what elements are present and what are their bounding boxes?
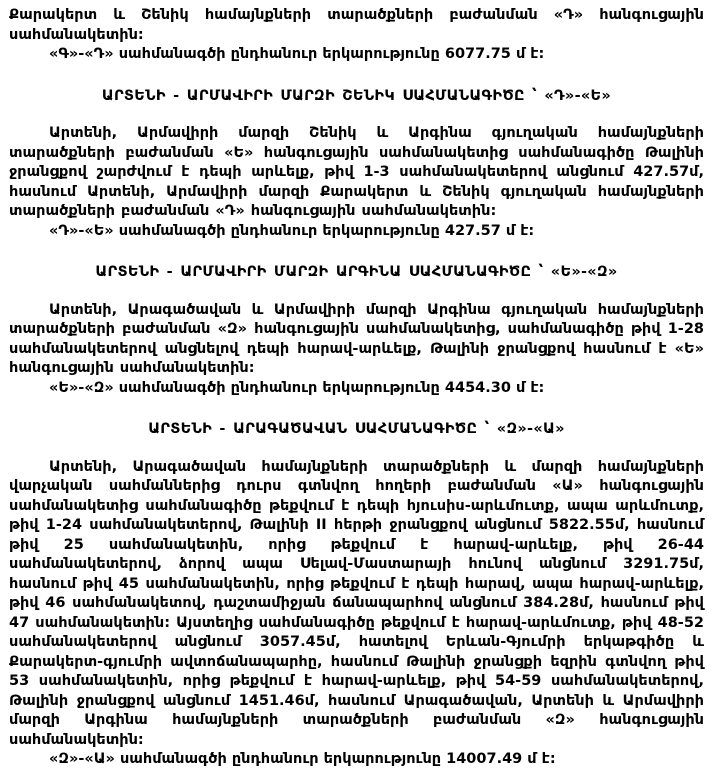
heading-aragatsavan-boundary: ԱՐՏԵՆԻ - ԱՐԱԳԱԾԱՎԱՆ ՍԱՀՄԱՆԱԳԻԾԸ ՝ «Զ»-«Ա» <box>148 421 565 437</box>
paragraph-aragatsavan-boundary: Արտենի, Արագածավան համայնքների տարածքների և մարզի համայնքների վարչական սահմաններից դուրս գտնվող հողերի բաժանման «Ա» հանգուցային սահմանակետից սահմանագիծը թեքվում է դեպի հյուսիս-արևմուտք, ապա արևմուտք, թիվ 1-24 սահմանակետերով, Թալինի II հերթի ջրանցքով անցնում 5822.55մ, հասնում թիվ 25 սահմանակետին, որից թեքվում է հարավ-արևելք, թիվ 26-44 սահմանակետերով, ձորով ապա Սելավ-Մաստարայի հունով անցնում 3291.75մ, հասնում թիվ 45 սահմանակետին, որից թեքվում է դեպի հարավ, ապա հարավ-արևելք, թիվ 46 սահմանակետով, դաշտամիջյան ճանապարհով անցնում 384.28մ, հասնում թիվ 47 սահմանակետին: Այստեղից սահմանագիծը թեքվում է հարավ-արևմուտք, թիվ 48-52 սահմանակետերով անցնում 3057.45մ, հատելով Երևան-Գյումրի երկաթգիծը և Քարակերտ-գյումրի ավտոճանապարհը, հասնում Թալինի ջրանցքի եզրին գտնվող թիվ 53 սահմանակետին, որից թեքվում է հարավ-արևելք, թիվ 54-59 սահմանակետերով, Թալինի ջրանցքով անցնում 1451.46մ, հասնում Արագածավան, Արտենի և Արմավիրի մարզի Արգինա համայնքների տարածքների բաժանման «Զ» հանգուցային սահմանակետին: <box>9 458 704 748</box>
summary-e-z-length: «Ե»-«Զ» սահմանագծի ընդհանուր երկարությունը 4454.30 մ է: <box>49 379 545 396</box>
summary-g-d-length: «Գ»-«Դ» սահմանագծի ընդհանուր երկարությունը 6077.75 մ է: <box>49 46 545 62</box>
paragraph-shenik-boundary: Արտենի, Արմավիրի մարզի Շենիկ և Արգինա գյուղական համայնքների տարածքների բաժանման «Ե» հանգուցային սահմանակետից սահմանագիծը Թալինի ջրանցքով շարժվում է դեպի արևելք, թիվ 1-3 սահմանակետերով անցնում 427.57մ, հասնում Արտենի, Արմավիրի մարզի Քարակերտ և Շենիկ գյուղական համայնքների տարածքների բաժանման «Դ» հանգուցային սահմանակետին: <box>9 125 704 219</box>
heading-argina-boundary: ԱՐՏԵՆԻ - ԱՐՄԱՎԻՐԻ ՄԱՐԶԻ ԱՐԳԻՆԱ ՍԱՀՄԱՆԱԳԻԾԸ ՝ «Ե»-«Զ» <box>95 264 618 280</box>
paragraph-argina-boundary: Արտենի, Արագածավան և Արմավիրի մարզի Արգինա գյուղական համայնքների տարածքների բաժանման «Զ» հանգուցային սահմանակետից, սահմանագիծը թիվ 1-28 սահմանակետերով անցնելով դեպի հարավ-արևելք, Թալինի ջրանցքով հասնում է «Ե» հանգուցային սահմանակետին: <box>9 301 704 376</box>
summary-d-e-length: «Դ»-«Ե» սահմանագծի ընդհանուր երկարությունը 427.57 մ է: <box>49 222 535 239</box>
summary-z-a-length: «Զ»-«Ա» սահմանագծի ընդհանուր երկարությունը 14007.49 մ է: <box>49 751 556 767</box>
paragraph-d-boundary-end: Քարակերտ և Շենիկ համայնքների տարածքների բաժանման «Դ» հանգուցային սահմանակետին: <box>9 7 704 43</box>
heading-shenik-boundary: ԱՐՏԵՆԻ - ԱՐՄԱՎԻՐԻ ՄԱՐԶԻ ՇԵՆԻԿ ՍԱՀՄԱՆԱԳԻԾԸ ՝ «Դ»-«Ե» <box>101 87 612 104</box>
